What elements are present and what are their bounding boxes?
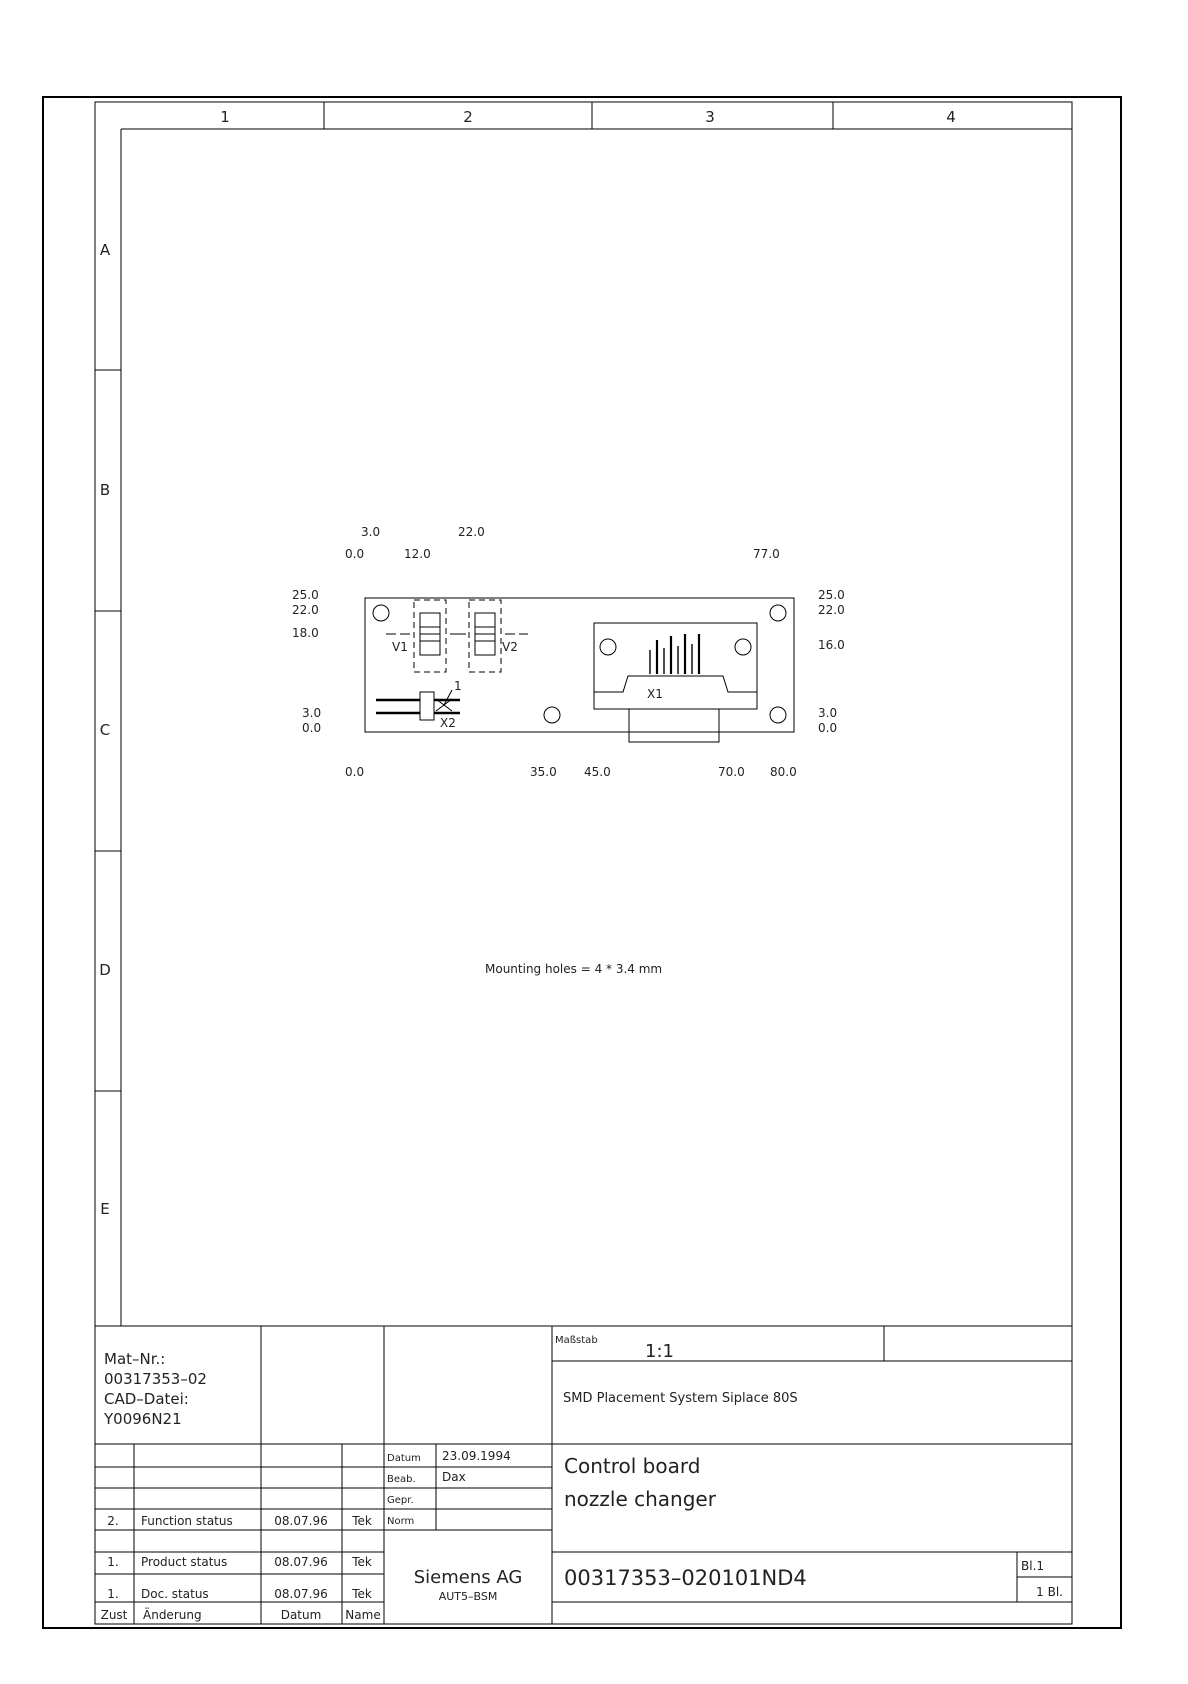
scale-label: Maßstab bbox=[555, 1335, 598, 1346]
dim-label: 18.0 bbox=[292, 626, 319, 640]
connector-x1 bbox=[594, 623, 757, 742]
pin-1-label: 1 bbox=[454, 679, 462, 693]
drawing-title-line1: Control board bbox=[564, 1454, 701, 1478]
rev-zust: 1. bbox=[107, 1587, 119, 1601]
rev-zust: 2. bbox=[107, 1514, 119, 1528]
rev-date: 08.07.96 bbox=[274, 1514, 328, 1528]
sheet-number: Bl.1 bbox=[1021, 1559, 1045, 1573]
datum-label: Datum bbox=[387, 1453, 421, 1464]
sheet-count: 1 Bl. bbox=[1036, 1585, 1063, 1599]
gepr-label: Gepr. bbox=[387, 1495, 414, 1506]
row-label: D bbox=[99, 961, 111, 979]
component-label-v2: V2 bbox=[502, 640, 518, 654]
mounting-hole bbox=[770, 707, 786, 723]
header-aenderung: Änderung bbox=[143, 1608, 202, 1622]
x1-pins bbox=[650, 634, 699, 674]
company-name: Siemens AG bbox=[413, 1567, 523, 1588]
dim-label: 12.0 bbox=[404, 547, 431, 561]
dim-label: 25.0 bbox=[818, 588, 845, 602]
dim-label: 22.0 bbox=[458, 525, 485, 539]
dim-label: 0.0 bbox=[818, 721, 838, 735]
row-label: A bbox=[99, 241, 111, 259]
row-label: B bbox=[99, 481, 111, 499]
dim-label: 70.0 bbox=[718, 765, 745, 779]
system-name: SMD Placement System Siplace 80S bbox=[563, 1391, 798, 1406]
mounting-hole bbox=[544, 707, 560, 723]
component-v2 bbox=[455, 600, 528, 672]
rev-change: Doc. status bbox=[141, 1587, 209, 1601]
component-label-x2: X2 bbox=[440, 716, 456, 730]
mounting-hole bbox=[770, 605, 786, 621]
rev-date: 08.07.96 bbox=[274, 1555, 328, 1569]
mounting-holes-note: Mounting holes = 4 * 3.4 mm bbox=[485, 962, 663, 976]
rev-change: Function status bbox=[141, 1514, 233, 1528]
component-label-v1: V1 bbox=[392, 640, 408, 654]
department: AUT5–BSM bbox=[438, 1590, 498, 1603]
datum-value: 23.09.1994 bbox=[442, 1449, 511, 1463]
cad-file-value: Y0096N21 bbox=[104, 1410, 182, 1428]
dim-label: 3.0 bbox=[361, 525, 381, 539]
column-label: 2 bbox=[463, 108, 473, 126]
mat-nr-value: 00317353–02 bbox=[104, 1370, 207, 1388]
dim-label: 0.0 bbox=[345, 547, 365, 561]
mounting-hole bbox=[373, 605, 389, 621]
row-label: C bbox=[99, 721, 111, 739]
column-label: 4 bbox=[946, 108, 956, 126]
dim-label: 25.0 bbox=[292, 588, 319, 602]
dim-label: 22.0 bbox=[292, 603, 319, 617]
header-zust: Zust bbox=[100, 1608, 128, 1622]
drawing-title-line2: nozzle changer bbox=[564, 1487, 716, 1511]
beab-value: Dax bbox=[442, 1470, 466, 1484]
dim-label: 3.0 bbox=[302, 706, 322, 720]
scale-value: 1:1 bbox=[645, 1341, 674, 1362]
rev-date: 08.07.96 bbox=[274, 1587, 328, 1601]
header-datum: Datum bbox=[280, 1608, 322, 1622]
dim-label: 45.0 bbox=[584, 765, 611, 779]
dim-label: 3.0 bbox=[818, 706, 838, 720]
cad-file-label: CAD–Datei: bbox=[104, 1390, 189, 1408]
column-label: 1 bbox=[220, 108, 230, 126]
document-number: 00317353–020101ND4 bbox=[564, 1566, 807, 1590]
row-label: E bbox=[100, 1200, 110, 1218]
rev-zust: 1. bbox=[107, 1555, 119, 1569]
dim-label: 16.0 bbox=[818, 638, 845, 652]
dim-label: 77.0 bbox=[753, 547, 780, 561]
dim-label: 0.0 bbox=[302, 721, 322, 735]
rev-name: Tek bbox=[352, 1514, 372, 1528]
rev-name: Tek bbox=[352, 1555, 372, 1569]
component-v1 bbox=[386, 600, 466, 672]
dim-label: 22.0 bbox=[818, 603, 845, 617]
dim-label: 35.0 bbox=[530, 765, 557, 779]
rev-change: Product status bbox=[141, 1555, 228, 1569]
component-label-x1: X1 bbox=[647, 687, 663, 701]
norm-label: Norm bbox=[387, 1516, 415, 1527]
dim-label: 0.0 bbox=[345, 765, 365, 779]
column-label: 3 bbox=[705, 108, 715, 126]
dim-label: 80.0 bbox=[770, 765, 797, 779]
mat-nr-label: Mat–Nr.: bbox=[104, 1350, 166, 1368]
beab-label: Beab. bbox=[387, 1474, 416, 1485]
header-name: Name bbox=[345, 1608, 381, 1622]
rev-name: Tek bbox=[352, 1587, 372, 1601]
